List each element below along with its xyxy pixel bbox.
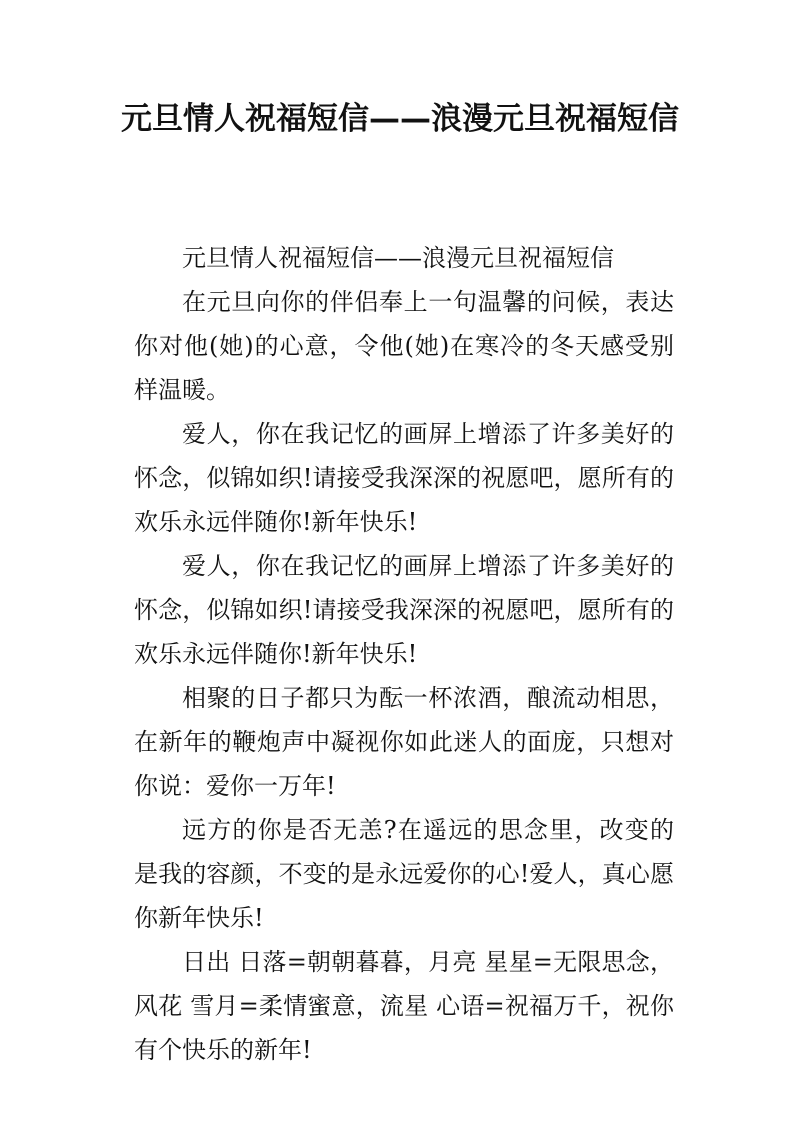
body-paragraph: 元旦情人祝福短信——浪漫元旦祝福短信 <box>182 244 614 272</box>
document-title: 元旦情人祝福短信——浪漫元旦祝福短信 <box>121 101 679 137</box>
body-paragraph: 远方的你是否无恙?在遥远的思念里，改变的是我的容颜，不变的是永远爱你的心!爱人，真心愿你新年快乐! <box>134 816 674 932</box>
body-paragraph: 日出 日落=朝朝暮暮，月亮 星星=无限思念，风花 雪月=柔情蜜意，流星 心语=祝福万千，祝你有个快乐的新年! <box>134 948 674 1064</box>
body-paragraph: 在元旦向你的伴侣奉上一句温馨的问候，表达你对他(她)的心意，令他(她)在寒冷的冬天感受别样温暖。 <box>134 288 674 404</box>
body-paragraph: 爱人，你在我记忆的画屏上增添了许多美好的怀念，似锦如织!请接受我深深的祝愿吧，愿所有的欢乐永远伴随你!新年快乐! <box>134 420 674 536</box>
document-body <box>134 236 674 1072</box>
body-paragraph: 相聚的日子都只为酝一杯浓酒，酿流动相思，在新年的鞭炮声中凝视你如此迷人的面庞，只想对你说：爱你一万年! <box>134 684 674 800</box>
body-paragraph: 爱人，你在我记忆的画屏上增添了许多美好的怀念，似锦如织!请接受我深深的祝愿吧，愿所有的欢乐永远伴随你!新年快乐! <box>134 552 674 668</box>
